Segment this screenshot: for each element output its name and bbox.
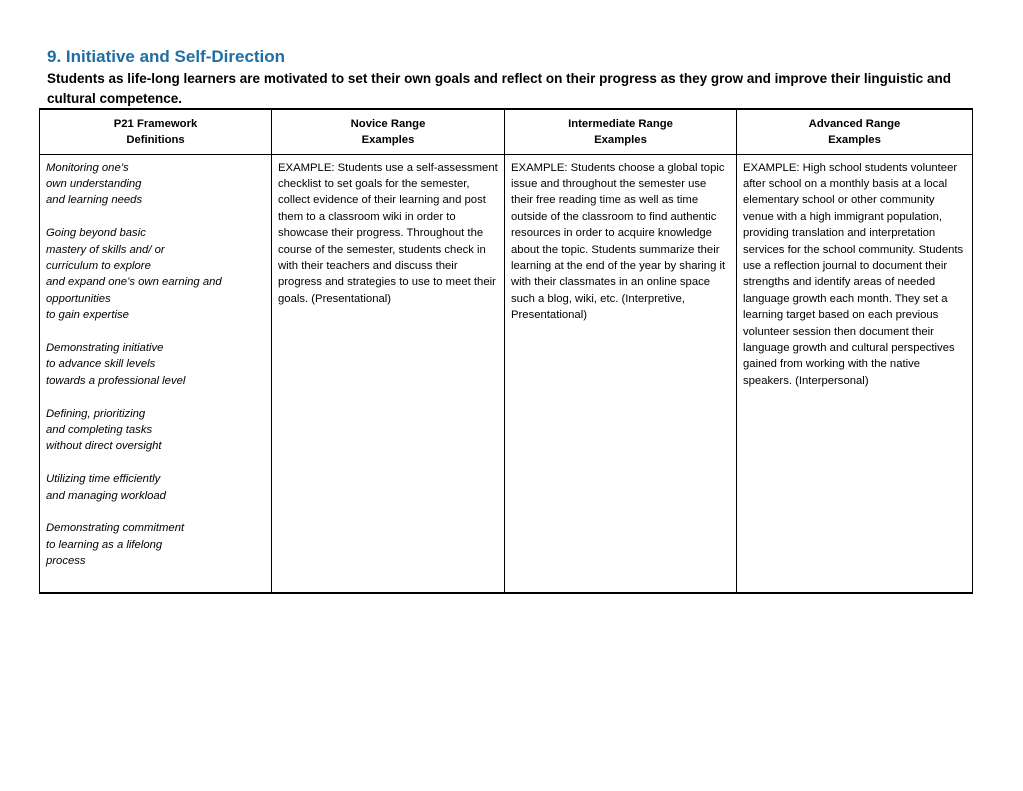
header-definitions (40, 109, 272, 154)
rubric-table (39, 108, 973, 594)
header-advanced-line2: Examples (828, 134, 881, 146)
section-subtitle: Students as life-long learners are motivated to set their own goals and reflect on their progress as they grow and improve their linguistic and cultural competence. (47, 71, 951, 106)
definition-line: and managing workload (46, 489, 166, 502)
novice-example-text: EXAMPLE: Students use a self-assessment checklist to set goals for the semester, collect evidence of their learning and post them to a classroom wiki in order to showcase their progress. Throughout the course of the semester, students check in with their teachers and discuss their progress and strategies to use to meet their goals. (Presentational) (278, 161, 498, 305)
table-row (40, 154, 973, 593)
definition-line: process (46, 555, 86, 568)
advanced-example-cell (737, 154, 973, 593)
definition-line: towards a professional level (46, 374, 186, 387)
definition-line: and expand one’s own earning and (46, 276, 222, 289)
advanced-example-text: EXAMPLE: High school students volunteer after school on a monthly basis at a local elementary school or other community venue with a high immigrant population, providing translation and interpretation services for the school community. Students use a reflection journal to document their strengths and identify areas of needed language growth each month. They set a learning target based on each previous volunteer session then document their language growth and cultural perspectives gained from working with the native speakers. (Interpersonal) (743, 161, 964, 387)
definition-group (46, 471, 265, 504)
definition-line: to gain expertise (46, 309, 129, 322)
definitions-cell (40, 154, 272, 593)
definition-line: to learning as a lifelong (46, 538, 163, 551)
header-definitions-line2: Definitions (126, 134, 185, 146)
definition-group (46, 160, 265, 209)
intermediate-example-cell (505, 154, 737, 593)
definition-line: Monitoring one’s (46, 161, 129, 174)
header-advanced (737, 109, 973, 154)
header-intermediate-line2: Examples (594, 134, 647, 146)
definition-group (46, 520, 265, 569)
definition-line: Utilizing time efficiently (46, 473, 161, 486)
definition-group (46, 225, 265, 323)
definition-line: opportunities (46, 292, 111, 305)
definition-line: without direct oversight (46, 440, 162, 453)
definition-line: and completing tasks (46, 423, 153, 436)
definition-line: Going beyond basic (46, 227, 146, 240)
definition-line: curriculum to explore (46, 259, 151, 272)
definition-group (46, 340, 265, 389)
header-intermediate (505, 109, 737, 154)
definition-line: own understanding (46, 177, 142, 190)
rubric-table-container (39, 108, 972, 594)
definition-line: Demonstrating commitment (46, 522, 185, 535)
definition-line: Demonstrating initiative (46, 341, 164, 354)
header-advanced-line1: Advanced Range (808, 118, 901, 130)
header-novice-line1: Novice Range (350, 118, 426, 130)
table-header-row (40, 109, 973, 154)
header-novice (272, 109, 505, 154)
section-title: 9. Initiative and Self-Direction (47, 47, 286, 66)
header-definitions-line1: P21 Framework (113, 118, 198, 130)
definition-line: mastery of skills and/ or (46, 243, 165, 256)
definition-line: Defining, prioritizing (46, 407, 146, 420)
novice-example-cell (272, 154, 505, 593)
header-intermediate-line1: Intermediate Range (568, 118, 673, 130)
definition-line: to advance skill levels (46, 358, 156, 371)
header-novice-line2: Examples (361, 134, 415, 146)
intermediate-example-text: EXAMPLE: Students choose a global topic issue and throughout the semester use their free reading time as well as time outside of the classroom to find authentic resources in order to acquire knowledge about the topic. Students summarize their learning at the end of the year by sharing it with their classmates in an online space such a blog, wiki, etc. (Interpretive, Presentational) (511, 161, 726, 322)
definition-line: and learning needs (46, 194, 143, 207)
definition-group (46, 406, 265, 455)
